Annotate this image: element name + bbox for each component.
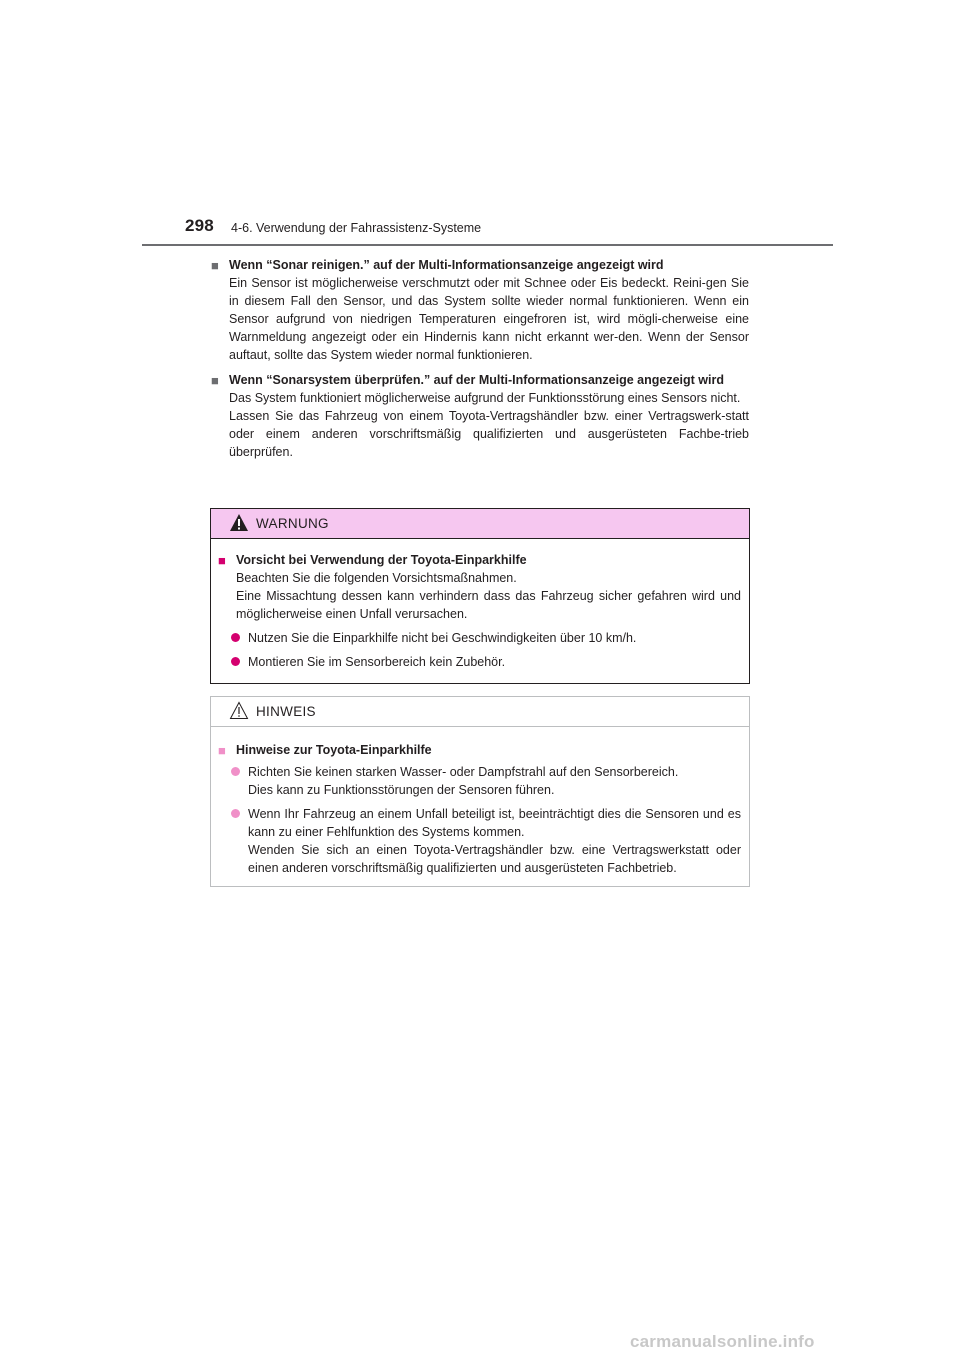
notice-bullet bbox=[218, 805, 741, 877]
dot-bullet-icon bbox=[231, 657, 240, 666]
notice-bullet-text: Wenden Sie sich an einen Toyota-Vertragshändler bzw. eine Vertragswerkstatt oder einen anderen vorschriftsmäßig qualifizierten und ausgerüsteten Fachbetrieb. bbox=[248, 843, 741, 875]
notice-header bbox=[211, 697, 749, 727]
notice-bullet-text: Richten Sie keinen starken Wasser- oder Dampfstrahl auf den Sensorbereich. bbox=[248, 765, 679, 779]
notice-title: HINWEIS bbox=[256, 704, 316, 719]
warning-body bbox=[211, 539, 749, 671]
warning-text: Beachten Sie die folgenden Vorsichtsmaßnahmen. bbox=[236, 571, 517, 585]
section-heading bbox=[211, 371, 749, 389]
notice-heading bbox=[218, 741, 741, 759]
warning-bullet bbox=[218, 653, 741, 671]
header-divider bbox=[142, 244, 833, 246]
square-bullet-icon: ■ bbox=[211, 258, 219, 273]
notice-box bbox=[210, 696, 750, 887]
warning-triangle-icon bbox=[229, 513, 249, 532]
square-bullet-icon: ■ bbox=[218, 553, 226, 568]
section-heading-text: Wenn “Sonar reinigen.” auf der Multi-Informationsanzeige angezeigt wird bbox=[229, 258, 664, 272]
chapter-title: 4-6. Verwendung der Fahrassistenz-Systeme bbox=[231, 221, 482, 235]
warning-bullet-text: Montieren Sie im Sensorbereich kein Zubehör. bbox=[248, 655, 506, 669]
warning-heading bbox=[218, 551, 741, 569]
notice-heading-text: Hinweise zur Toyota-Einparkhilfe bbox=[236, 743, 432, 757]
notice-body bbox=[211, 727, 749, 877]
notice-bullet-text: Dies kann zu Funktionsstörungen der Sensoren führen. bbox=[248, 783, 555, 797]
notice-bullet-text: Wenn Ihr Fahrzeug an einem Unfall beteiligt ist, beeinträchtigt dies die Sensoren und es kann zu einer Fehlfunktion des Systems kommen. bbox=[248, 807, 741, 839]
warning-bullet-text: Nutzen Sie die Einparkhilfe nicht bei Geschwindigkeiten über 10 km/h. bbox=[248, 631, 637, 645]
section-body: Lassen Sie das Fahrzeug von einem Toyota-Vertragshändler bzw. einer Vertragswerk-statt oder einem anderen vorschriftsmäßig qualifizierten und ausgerüsteten Fachbe-trieb überprüfen. bbox=[229, 409, 749, 459]
section-body: Das System funktioniert möglicherweise aufgrund der Funktionsstörung eines Sensors nicht. bbox=[229, 391, 741, 405]
caution-triangle-icon bbox=[229, 701, 249, 720]
section-sonar-check bbox=[211, 371, 749, 461]
section-heading-text: Wenn “Sonarsystem überprüfen.” auf der Multi-Informationsanzeige angezeigt wird bbox=[229, 373, 724, 387]
warning-bullet bbox=[218, 629, 741, 647]
warning-box bbox=[210, 508, 750, 684]
square-bullet-icon: ■ bbox=[211, 373, 219, 388]
square-bullet-icon: ■ bbox=[218, 743, 226, 758]
warning-text: Eine Missachtung dessen kann verhindern dass das Fahrzeug sicher gefahren wird und möglicherweise einen Unfall verursachen. bbox=[236, 589, 741, 621]
page-number: 298 bbox=[185, 216, 214, 235]
main-content bbox=[211, 256, 749, 468]
section-body: Ein Sensor ist möglicherweise verschmutzt oder mit Schnee oder Eis bedeckt. Reini-gen Sie in diesem Fall den Sensor, und das System sollte wieder normal funktionieren. Wenn ein Sensor aufgrund von niedrigen Temperaturen eingefroren ist, wird mögli-cherweise eine Warnmeldung angezeigt oder ein Hindernis kann nicht erkannt wer-den. Wenn der Sensor auftaut, sollte das System wieder normal funktionieren. bbox=[229, 276, 749, 362]
dot-bullet-icon bbox=[231, 809, 240, 818]
dot-bullet-icon bbox=[231, 767, 240, 776]
dot-bullet-icon bbox=[231, 633, 240, 642]
watermark-link[interactable]: carmanualsonline.info bbox=[630, 1332, 815, 1351]
warning-title: WARNUNG bbox=[256, 516, 329, 531]
warning-header bbox=[211, 509, 749, 539]
notice-bullet bbox=[218, 763, 741, 799]
warning-heading-text: Vorsicht bei Verwendung der Toyota-Einparkhilfe bbox=[236, 553, 527, 567]
section-sonar-cleaning bbox=[211, 256, 749, 364]
section-heading bbox=[211, 256, 749, 274]
